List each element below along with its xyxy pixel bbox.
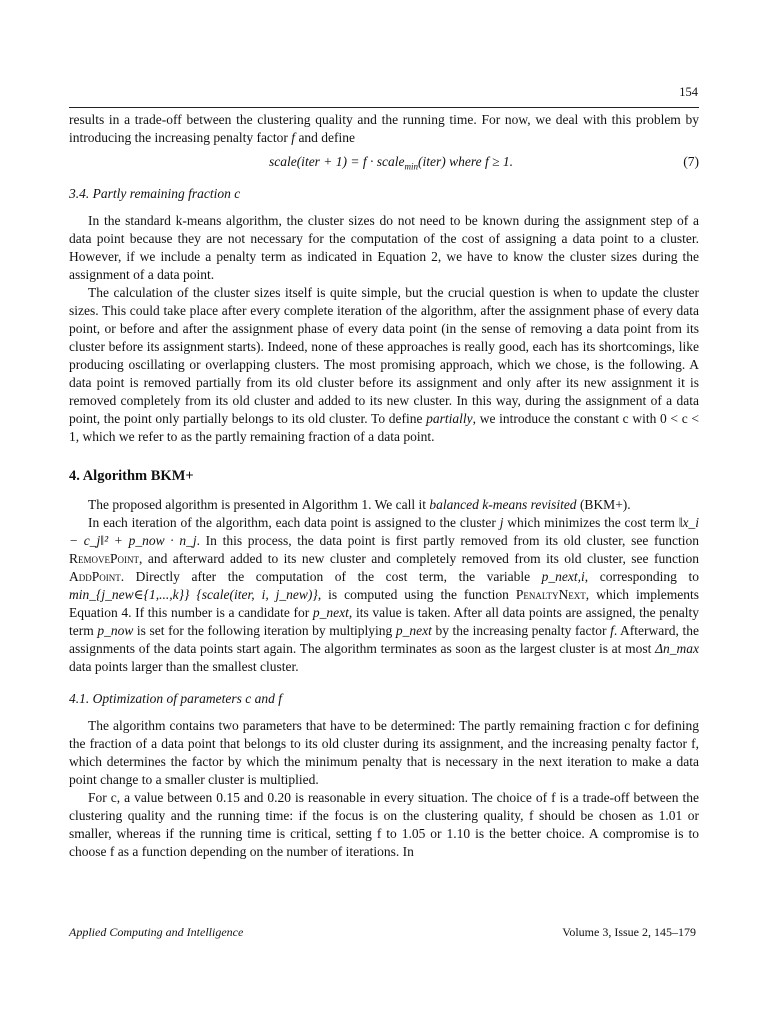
journal-name: Applied Computing and Intelligence xyxy=(69,925,244,939)
paragraph: In each iteration of the algorithm, each data point is assigned to the cluster j which minimizes the cost term ‖x_i − c_j‖² + p_now · n_j. In this process, the data point is first partly removed from its old cluster, see function RemovePoint, and afterward added to its new cluster and completely removed from its old cluster, see function AddPoint. Directly after the computation of the cost term, the variable p_next,i, corresponding to min_{j_new∈{1,...,k}} {scale(iter, i, j_new)}, is computed using the function PenaltyNext, which implements Equation 4. If this number is a candidate for p_next, its value is taken. After all data points are assigned, the penalty term p_now is set for the following iteration by multiplying p_next by the increasing penalty factor f. Afterward, the assignments of the data points start again. The algorithm terminates as soon as the largest cluster is at most Δn_max data points larger than the smallest cluster. xyxy=(69,515,700,674)
section-heading-4: 4. Algorithm BKM+ xyxy=(69,468,194,484)
function-add-point: AddPoint xyxy=(69,569,121,584)
volume-info: Volume 3, Issue 2, 145–179 xyxy=(562,925,696,939)
min-expression-math: min_{j_new∈{1,...,k}} {scale(iter, i, j_new)} xyxy=(69,587,318,602)
paragraph: The algorithm contains two parameters that have to be determined: The partly remaining fraction c for defining the fraction of a data point that belongs to its old cluster during its assignment, and the increasing penalty factor f, which determines the factor by which the minimum penalty that is necessary in the next iteration to make a data point change to a smaller cluster is multiplied. xyxy=(69,718,699,787)
function-remove-point: RemovePoint xyxy=(69,551,140,566)
paragraph: In the standard k-means algorithm, the cluster sizes do not need to be known during the assignment step of a data point because they are not necessary for the computation of the cost of assigning a data point to a cluster. However, if we include a penalty term as indicated in Equation 2, we have to know the cluster sizes during the assignment of a data point. xyxy=(69,213,699,282)
section-heading-3-4: 3.4. Partly remaining fraction c xyxy=(69,186,241,201)
section-heading-4-1: 4.1. Optimization of parameters c and f xyxy=(69,691,282,706)
paragraph: For c, a value between 0.15 and 0.20 is reasonable in every situation. The choice of f is a trade-off between the clustering quality and the running time: if the focus is on the clustering quality, f should be chosen as 1.01 or smaller, whereas if the running time is critical, setting f to 1.05 or 1.10 is the better choice. A compromise is to choose f as a function depending on the number of iterations. In xyxy=(69,790,699,859)
header-rule xyxy=(69,107,699,108)
page-body xyxy=(69,111,699,861)
paragraph: The proposed algorithm is presented in Algorithm 1. We call it balanced k-means revisited (BKM+). xyxy=(88,497,631,512)
equation-number: (7) xyxy=(683,154,699,169)
page-number: 154 xyxy=(679,85,698,99)
intro-paragraph: results in a trade-off between the clustering quality and the running time. For now, we deal with this problem by introducing the increasing penalty factor f and define xyxy=(69,112,699,145)
cost-term-math: ‖x_i − c_j‖² + p_now · n_j xyxy=(69,515,699,548)
equation-7 xyxy=(69,153,699,171)
paragraph: The calculation of the cluster sizes itself is quite simple, but the crucial question is when to update the cluster sizes. This could take place after every complete iteration of the algorithm, after the assignment phase of every data point, or before and after the assignment phase of every data point (in the sense of removing a data point from its cluster before its assignment starts). Indeed, none of these approaches is really good, each has its shortcomings, like producing oscillating or overlapping clusters. The most promising approach, which we chose, is the following. A data point is removed partially from its old cluster before its assignment and only after its new assignment it is removed completely from its old cluster and added to its new cluster. In this way, during the assignment of a data point, the point only partially belongs to its old cluster. To define partially, we introduce the constant c with 0 < c < 1, which we refer to as the partly remaining fraction of a data point. xyxy=(69,285,700,444)
equation-body: scale(iter + 1) = f · scale$_{min}$(iter) where f ≥ 1. xyxy=(268,154,514,172)
function-penalty-next: PenaltyNext xyxy=(515,587,586,602)
